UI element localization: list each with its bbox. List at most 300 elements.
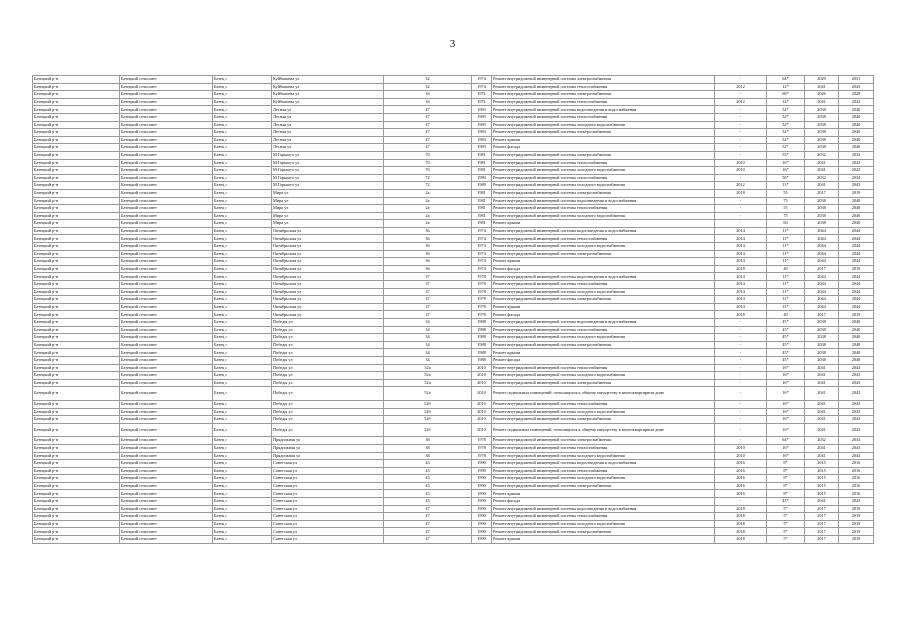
plan-start-year-cell: 2041 [805, 498, 839, 506]
last-repair-year-cell: - [715, 144, 767, 152]
street-cell: Октябрьская ул [272, 288, 384, 296]
work-type-cell: Ремонт внутридомовой инженерной системы теплоснабжения [492, 281, 715, 289]
plan-end-year-cell: 2043 [839, 408, 874, 416]
locality-cell: Батец с [213, 444, 272, 452]
house-number-cell: 37 [384, 303, 472, 311]
locality-cell: Батец с [213, 189, 272, 197]
house-number-cell: 32 [384, 83, 472, 91]
council-cell: Батецкий сельсовет [120, 498, 213, 506]
council-cell: Батецкий сельсовет [120, 528, 213, 536]
wear-cell: 16* [767, 159, 805, 167]
build-year-cell: 1990 [472, 475, 492, 483]
council-cell: Батецкий сельсовет [120, 83, 213, 91]
plan-end-year-cell: 2044 [839, 273, 874, 281]
last-repair-year-cell: - [715, 76, 767, 84]
house-number-cell: 52а [384, 372, 472, 380]
street-cell: Мира ул [272, 212, 384, 220]
last-repair-year-cell: 2018 [715, 513, 767, 521]
district-cell: Батецкий р-н [33, 520, 120, 528]
plan-start-year-cell: 2041 [805, 159, 839, 167]
plan-end-year-cell: 2044 [839, 281, 874, 289]
table-row [33, 227, 874, 235]
council-cell: Батецкий сельсовет [120, 400, 213, 408]
wear-cell: 5* [767, 536, 805, 544]
wear-cell: 8* [767, 460, 805, 468]
plan-end-year-cell: 2016 [839, 467, 874, 475]
build-year-cell: 1971 [472, 91, 492, 99]
work-type-cell: Ремонт внутридомовой инженерной системы электроснабжения [492, 250, 715, 258]
house-number-cell: 72 [384, 182, 472, 190]
work-type-cell: Ремонт внутридомовой инженерной системы холодного водоснабжения [492, 288, 715, 296]
plan-end-year-cell: 2040 [839, 349, 874, 357]
last-repair-year-cell: - [715, 379, 767, 387]
plan-start-year-cell: 2017 [805, 520, 839, 528]
work-type-cell: Ремонт внутридомовой инженерной системы водоотведения и водоснабжения [492, 505, 715, 513]
table-row [33, 182, 874, 190]
plan-end-year-cell: 2034 [839, 437, 874, 445]
last-repair-year-cell: - [715, 212, 767, 220]
house-number-cell: 47 [384, 144, 472, 152]
plan-start-year-cell: 2041 [805, 400, 839, 408]
council-cell: Батецкий сельсовет [120, 416, 213, 424]
district-cell: Батецкий р-н [33, 288, 120, 296]
district-cell: Батецкий р-н [33, 490, 120, 498]
locality-cell: Батец с [213, 520, 272, 528]
locality-cell: Батец с [213, 364, 272, 372]
house-number-cell: 2а [384, 197, 472, 205]
street-cell: Победы ул [272, 349, 384, 357]
last-repair-year-cell: - [715, 423, 767, 437]
plan-start-year-cell: 2038 [805, 205, 839, 213]
council-cell: Батецкий сельсовет [120, 437, 213, 445]
wear-cell: 11* [767, 243, 805, 251]
street-cell: Победы ул [272, 326, 384, 334]
street-cell: Победы ул [272, 423, 384, 437]
table-row [33, 498, 874, 506]
locality-cell: Батец с [213, 452, 272, 460]
plan-start-year-cell: 2032 [805, 151, 839, 159]
street-cell: Лесная ул [272, 113, 384, 121]
plan-end-year-cell: 2016 [839, 490, 874, 498]
wear-cell: 55 [767, 205, 805, 213]
council-cell: Батецкий сельсовет [120, 408, 213, 416]
plan-start-year-cell: 2029 [805, 76, 839, 84]
district-cell: Батецкий р-н [33, 182, 120, 190]
street-cell: Советская ул [272, 536, 384, 544]
work-type-cell: Ремонт внутридомовой инженерной системы водоотведения и водоснабжения [492, 106, 715, 114]
last-repair-year-cell: 2014 [715, 250, 767, 258]
district-cell: Батецкий р-н [33, 197, 120, 205]
locality-cell: Батец с [213, 379, 272, 387]
work-type-cell: Ремонт внутридомовой инженерной системы электроснабжения [492, 437, 715, 445]
plan-start-year-cell: 2041 [805, 423, 839, 437]
wear-cell: 75 [767, 212, 805, 220]
locality-cell: Батец с [213, 106, 272, 114]
table-row [33, 311, 874, 319]
wear-cell: 16* [767, 400, 805, 408]
street-cell: Куйбышева ул [272, 91, 384, 99]
street-cell: Победы ул [272, 400, 384, 408]
table-row [33, 372, 874, 380]
wear-cell: 16* [767, 416, 805, 424]
build-year-cell: 2010 [472, 423, 492, 437]
street-cell: Прядильная ул [272, 452, 384, 460]
build-year-cell: 1990 [472, 513, 492, 521]
street-cell: Октябрьская ул [272, 235, 384, 243]
build-year-cell: 1990 [472, 467, 492, 475]
plan-end-year-cell: 2044 [839, 288, 874, 296]
build-year-cell: 1990 [472, 482, 492, 490]
table-row [33, 197, 874, 205]
work-type-cell: Ремонт внутридомовой инженерной системы водоотведения и водоснабжения [492, 197, 715, 205]
council-cell: Батецкий сельсовет [120, 113, 213, 121]
house-number-cell: 43 [384, 467, 472, 475]
work-type-cell: Ремонт внутридомовой инженерной системы электроснабжения [492, 91, 715, 99]
last-repair-year-cell: 2012 [715, 182, 767, 190]
district-cell: Батецкий р-н [33, 151, 120, 159]
build-year-cell: 1974 [472, 76, 492, 84]
council-cell: Батецкий сельсовет [120, 91, 213, 99]
table-row [33, 364, 874, 372]
work-type-cell: Ремонт внутридомовой инженерной системы теплоснабжения [492, 364, 715, 372]
plan-start-year-cell: 2041 [805, 387, 839, 401]
table-row [33, 265, 874, 273]
house-number-cell: 47 [384, 129, 472, 137]
locality-cell: Батец с [213, 356, 272, 364]
district-cell: Батецкий р-н [33, 356, 120, 364]
plan-end-year-cell: 2040 [839, 326, 874, 334]
build-year-cell: 1980 [472, 182, 492, 190]
wear-cell: 11* [767, 273, 805, 281]
plan-start-year-cell: 2044 [805, 288, 839, 296]
locality-cell: Батец с [213, 129, 272, 137]
table-row [33, 144, 874, 152]
work-type-cell: Ремонт внутридомовой инженерной системы холодного водоснабжения [492, 212, 715, 220]
build-year-cell: 1974 [472, 265, 492, 273]
street-cell: Лесная ул [272, 121, 384, 129]
council-cell: Батецкий сельсовет [120, 452, 213, 460]
council-cell: Батецкий сельсовет [120, 273, 213, 281]
locality-cell: Батец с [213, 151, 272, 159]
street-cell: Победы ул [272, 356, 384, 364]
house-number-cell: 43 [384, 475, 472, 483]
street-cell: Победы ул [272, 408, 384, 416]
build-year-cell: 1988 [472, 349, 492, 357]
wear-cell: 16* [767, 167, 805, 175]
plan-start-year-cell: 2044 [805, 281, 839, 289]
work-type-cell: Ремонт фасада [492, 265, 715, 273]
locality-cell: Батец с [213, 235, 272, 243]
last-repair-year-cell: - [715, 205, 767, 213]
district-cell: Батецкий р-н [33, 444, 120, 452]
wear-cell: 12* [767, 83, 805, 91]
last-repair-year-cell: - [715, 197, 767, 205]
last-repair-year-cell: 2014 [715, 303, 767, 311]
street-cell: Советская ул [272, 528, 384, 536]
house-number-cell: 34 [384, 326, 472, 334]
table-row [33, 416, 874, 424]
plan-start-year-cell: 2032 [805, 437, 839, 445]
street-cell: Мира ул [272, 189, 384, 197]
table-row [33, 520, 874, 528]
build-year-cell: 1981 [472, 197, 492, 205]
table-row [33, 387, 874, 401]
locality-cell: Батец с [213, 482, 272, 490]
plan-end-year-cell: 2040 [839, 113, 874, 121]
build-year-cell: 1981 [472, 151, 492, 159]
locality-cell: Батец с [213, 113, 272, 121]
house-number-cell: 38 [384, 444, 472, 452]
council-cell: Батецкий сельсовет [120, 136, 213, 144]
work-type-cell: Ремонт внутридомовой инженерной системы холодного водоснабжения [492, 372, 715, 380]
last-repair-year-cell: 2010 [715, 159, 767, 167]
plan-end-year-cell: 2040 [839, 356, 874, 364]
house-number-cell: 34 [384, 98, 472, 106]
district-cell: Батецкий р-н [33, 364, 120, 372]
plan-end-year-cell: 2016 [839, 475, 874, 483]
wear-cell: 55* [767, 151, 805, 159]
council-cell: Батецкий сельсовет [120, 159, 213, 167]
street-cell: Победы ул [272, 334, 384, 342]
work-type-cell: Ремонт фасада [492, 144, 715, 152]
district-cell: Батецкий р-н [33, 334, 120, 342]
work-type-cell: Ремонт внутридомовой инженерной системы электроснабжения [492, 528, 715, 536]
house-number-cell: 34 [384, 341, 472, 349]
work-type-cell: Ремонт внутридомовой инженерной системы электроснабжения [492, 129, 715, 137]
locality-cell: Батец с [213, 182, 272, 190]
house-number-cell: 47 [384, 121, 472, 129]
last-repair-year-cell: 2016 [715, 490, 767, 498]
house-number-cell: 34 [384, 319, 472, 327]
work-type-cell: Ремонт внутридомовой инженерной системы электроснабжения [492, 379, 715, 387]
build-year-cell: 1981 [472, 212, 492, 220]
district-cell: Батецкий р-н [33, 205, 120, 213]
work-type-cell: Ремонт внутридомовой инженерной системы теплоснабжения [492, 83, 715, 91]
table-row [33, 174, 874, 182]
district-cell: Батецкий р-н [33, 460, 120, 468]
district-cell: Батецкий р-н [33, 437, 120, 445]
work-type-cell: Ремонт внутридомовой инженерной системы холодного водоснабжения [492, 408, 715, 416]
street-cell: Победы ул [272, 319, 384, 327]
plan-end-year-cell: 2044 [839, 258, 874, 266]
plan-end-year-cell: 2040 [839, 334, 874, 342]
street-cell: Октябрьская ул [272, 281, 384, 289]
council-cell: Батецкий сельсовет [120, 174, 213, 182]
district-cell: Батецкий р-н [33, 159, 120, 167]
build-year-cell: 2010 [472, 416, 492, 424]
last-repair-year-cell: 2016 [715, 467, 767, 475]
plan-end-year-cell: 2040 [839, 144, 874, 152]
page-number: 3 [449, 38, 456, 50]
locality-cell: Батец с [213, 528, 272, 536]
district-cell: Батецкий р-н [33, 467, 120, 475]
street-cell: М.Горького ул [272, 151, 384, 159]
district-cell: Батецкий р-н [33, 505, 120, 513]
locality-cell: Батец с [213, 341, 272, 349]
council-cell: Батецкий сельсовет [120, 243, 213, 251]
work-type-cell: Ремонт внутридомовой инженерной системы теплоснабжения [492, 467, 715, 475]
district-cell: Батецкий р-н [33, 121, 120, 129]
district-cell: Батецкий р-н [33, 250, 120, 258]
plan-end-year-cell: 2043 [839, 498, 874, 506]
plan-start-year-cell: 2038 [805, 326, 839, 334]
council-cell: Батецкий сельсовет [120, 513, 213, 521]
work-type-cell: Ремонт крыши [492, 349, 715, 357]
plan-start-year-cell: 2041 [805, 98, 839, 106]
council-cell: Батецкий сельсовет [120, 379, 213, 387]
council-cell: Батецкий сельсовет [120, 258, 213, 266]
table-row [33, 136, 874, 144]
council-cell: Батецкий сельсовет [120, 212, 213, 220]
district-cell: Батецкий р-н [33, 326, 120, 334]
plan-end-year-cell: 2043 [839, 444, 874, 452]
locality-cell: Батец с [213, 197, 272, 205]
wear-cell: 45* [767, 319, 805, 327]
council-cell: Батецкий сельсовет [120, 326, 213, 334]
work-type-cell: Ремонт внутридомовой инженерной системы холодного водоснабжения [492, 182, 715, 190]
wear-cell: 45* [767, 326, 805, 334]
council-cell: Батецкий сельсовет [120, 475, 213, 483]
wear-cell: 40 [767, 311, 805, 319]
house-number-cell: 47 [384, 136, 472, 144]
wear-cell: 8* [767, 475, 805, 483]
build-year-cell: 1983 [472, 113, 492, 121]
build-year-cell: 1983 [472, 121, 492, 129]
table-row [33, 356, 874, 364]
street-cell: Победы ул [272, 341, 384, 349]
wear-cell: 5* [767, 520, 805, 528]
district-cell: Батецкий р-н [33, 76, 120, 84]
house-number-cell: 2а [384, 220, 472, 228]
last-repair-year-cell: 2014 [715, 288, 767, 296]
district-cell: Батецкий р-н [33, 227, 120, 235]
work-type-cell: Ремонт внутридомовой инженерной системы теплоснабжения [492, 159, 715, 167]
last-repair-year-cell: - [715, 129, 767, 137]
plan-end-year-cell: 2043 [839, 379, 874, 387]
plan-end-year-cell: 2043 [839, 423, 874, 437]
district-cell: Батецкий р-н [33, 349, 120, 357]
build-year-cell: 1981 [472, 220, 492, 228]
table-row [33, 288, 874, 296]
table-row [33, 159, 874, 167]
build-year-cell: 1988 [472, 356, 492, 364]
wear-cell: 16* [767, 364, 805, 372]
work-type-cell: Ремонт внутридомовой инженерной системы теплоснабжения [492, 113, 715, 121]
locality-cell: Батец с [213, 250, 272, 258]
plan-end-year-cell: 2043 [839, 452, 874, 460]
table-row [33, 258, 874, 266]
locality-cell: Батец с [213, 498, 272, 506]
locality-cell: Батец с [213, 76, 272, 84]
council-cell: Батецкий сельсовет [120, 356, 213, 364]
plan-end-year-cell: 2043 [839, 364, 874, 372]
last-repair-year-cell: - [715, 91, 767, 99]
house-number-cell: 47 [384, 106, 472, 114]
house-number-cell: 36 [384, 265, 472, 273]
build-year-cell: 1974 [472, 83, 492, 91]
table-row [33, 220, 874, 228]
plan-start-year-cell: 2044 [805, 296, 839, 304]
plan-end-year-cell: 2040 [839, 205, 874, 213]
plan-start-year-cell: 2017 [805, 265, 839, 273]
work-type-cell: Ремонт внутридомовой инженерной системы холодного водоснабжения [492, 334, 715, 342]
plan-end-year-cell: 2043 [839, 159, 874, 167]
plan-start-year-cell: 2041 [805, 444, 839, 452]
work-type-cell: Ремонт внутридомовой инженерной системы теплоснабжения [492, 513, 715, 521]
street-cell: Октябрьская ул [272, 265, 384, 273]
build-year-cell: 2010 [472, 379, 492, 387]
work-type-cell: Ремонт крыши [492, 490, 715, 498]
locality-cell: Батец с [213, 212, 272, 220]
district-cell: Батецкий р-н [33, 379, 120, 387]
council-cell: Батецкий сельсовет [120, 311, 213, 319]
plan-start-year-cell: 2038 [805, 129, 839, 137]
plan-end-year-cell: 2019 [839, 265, 874, 273]
table-row [33, 400, 874, 408]
wear-cell: 13* [767, 182, 805, 190]
wear-cell: 45* [767, 349, 805, 357]
street-cell: Октябрьская ул [272, 311, 384, 319]
street-cell: Прядильная ул [272, 444, 384, 452]
locality-cell: Батец с [213, 334, 272, 342]
locality-cell: Батец с [213, 83, 272, 91]
house-number-cell: 43 [384, 490, 472, 498]
district-cell: Батецкий р-н [33, 91, 120, 99]
council-cell: Батецкий сельсовет [120, 444, 213, 452]
table-row [33, 528, 874, 536]
build-year-cell: 2010 [472, 387, 492, 401]
build-year-cell: 1978 [472, 288, 492, 296]
plan-end-year-cell: 2043 [839, 372, 874, 380]
house-number-cell: 37 [384, 281, 472, 289]
street-cell: Победы ул [272, 416, 384, 424]
street-cell: Советская ул [272, 467, 384, 475]
plan-start-year-cell: 2026 [805, 91, 839, 99]
table-row [33, 437, 874, 445]
table-row [33, 273, 874, 281]
plan-start-year-cell: 2038 [805, 121, 839, 129]
plan-start-year-cell: 2038 [805, 197, 839, 205]
wear-cell: 64* [767, 76, 805, 84]
table-row [33, 205, 874, 213]
table-row [33, 235, 874, 243]
street-cell: Лесная ул [272, 106, 384, 114]
plan-end-year-cell: 2040 [839, 121, 874, 129]
street-cell: Победы ул [272, 372, 384, 380]
wear-cell: 11* [767, 288, 805, 296]
plan-start-year-cell: 2041 [805, 416, 839, 424]
council-cell: Батецкий сельсовет [120, 490, 213, 498]
locality-cell: Батец с [213, 311, 272, 319]
wear-cell: 12* [767, 98, 805, 106]
last-repair-year-cell: 2018 [715, 520, 767, 528]
table-row [33, 536, 874, 544]
work-type-cell: Ремонт внутридомовой инженерной системы теплоснабжения [492, 98, 715, 106]
locality-cell: Батец с [213, 243, 272, 251]
table-row [33, 475, 874, 483]
plan-end-year-cell: 2040 [839, 341, 874, 349]
last-repair-year-cell: 2014 [715, 227, 767, 235]
work-type-cell: Ремонт внутридомовой инженерной системы холодного водоснабжения [492, 520, 715, 528]
work-type-cell: Ремонт фасада [492, 311, 715, 319]
locality-cell: Батец с [213, 400, 272, 408]
last-repair-year-cell: 2018 [715, 536, 767, 544]
plan-end-year-cell: 2019 [839, 528, 874, 536]
plan-end-year-cell: 2044 [839, 296, 874, 304]
district-cell: Батецкий р-н [33, 319, 120, 327]
last-repair-year-cell: - [715, 341, 767, 349]
house-number-cell: 43 [384, 460, 472, 468]
